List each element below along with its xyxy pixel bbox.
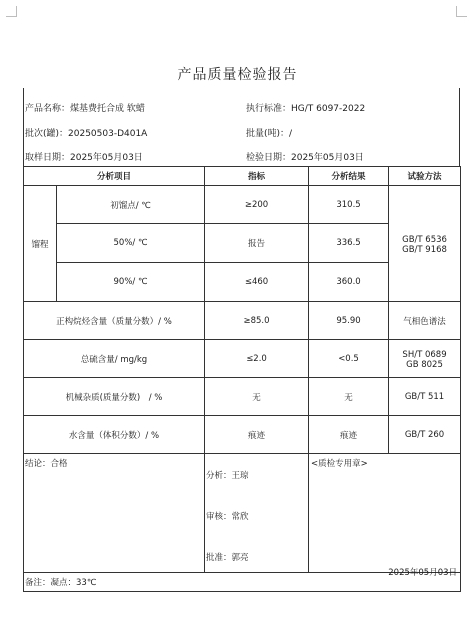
result-cell: <0.5	[309, 340, 389, 378]
result-cell: 310.5	[309, 186, 389, 224]
result-cell: 无	[309, 378, 389, 416]
item-cell: 总硫含量/ mg/kg	[24, 340, 205, 378]
table-row	[24, 186, 461, 224]
conclusion-label: 结论：合格	[25, 459, 68, 469]
distillation-group-label: 馏程	[24, 186, 57, 302]
seal-cell	[309, 454, 461, 578]
spec-cell: ≤460	[205, 263, 309, 302]
result-cell: 95.90	[309, 302, 389, 340]
analysis-table	[23, 166, 461, 592]
standard: 执行标准：HG/T 6097-2022	[246, 104, 366, 114]
result-cell: 痕迹	[309, 416, 389, 454]
batch-quantity: 批量(吨)：/	[246, 129, 293, 139]
method-cell: 气相色谱法	[389, 302, 461, 340]
result-cell: 360.0	[309, 263, 389, 302]
method-cell: GB/T 511	[389, 378, 461, 416]
item-cell: 正构烷烃含量（质量分数）/ %	[24, 302, 205, 340]
border-line	[23, 88, 24, 166]
spec-cell: 痕迹	[205, 416, 309, 454]
method-cell: GB/T 260	[389, 416, 461, 454]
item-cell: 初馏点/ ℃	[57, 186, 205, 224]
product-name: 产品名称：煤基费托合成 软蜡	[25, 104, 145, 114]
spec-cell: ≥85.0	[205, 302, 309, 340]
conclusion-cell	[24, 454, 205, 573]
table-row	[24, 302, 461, 340]
header-method: 试验方法	[389, 167, 461, 186]
batch-number: 批次(罐)：20250503-D401A	[25, 129, 148, 139]
approver-signature: 批准：郭亮	[206, 553, 249, 563]
table-row	[24, 340, 461, 378]
page-corner-mark	[456, 6, 467, 17]
header-result: 分析结果	[309, 167, 389, 186]
conclusion-date: 2025年05月03日	[388, 568, 458, 578]
reviewer-signature: 审核：常欣	[206, 512, 249, 522]
item-cell: 水含量（体积分数）/ %	[24, 416, 205, 454]
method-cell: GB/T 6536 GB/T 9168	[389, 186, 461, 302]
header-spec: 指标	[205, 167, 309, 186]
spec-cell: ≥200	[205, 186, 309, 224]
spec-cell: 报告	[205, 224, 309, 263]
analyst-signature: 分析：王琼	[206, 471, 249, 481]
method-cell: SH/T 0689 GB 8025	[389, 340, 461, 378]
conclusion-row	[24, 454, 461, 573]
inspection-seal-label: <质检专用章>	[311, 459, 368, 469]
remark: 备注：凝点：33℃	[24, 573, 461, 592]
table-row	[24, 378, 461, 416]
inspection-date: 检验日期：2025年05月03日	[246, 153, 364, 163]
spec-cell: 无	[205, 378, 309, 416]
page-corner-mark	[6, 6, 17, 17]
item-cell: 机械杂质(质量分数) / %	[24, 378, 205, 416]
header-item: 分析项目	[24, 167, 205, 186]
border-line	[459, 88, 460, 166]
spec-cell: ≤2.0	[205, 340, 309, 378]
item-cell: 90%/ ℃	[57, 263, 205, 302]
result-cell: 336.5	[309, 224, 389, 263]
table-header-row	[24, 167, 461, 186]
signature-cell	[205, 454, 309, 573]
sampling-date: 取样日期：2025年05月03日	[25, 153, 143, 163]
item-cell: 50%/ ℃	[57, 224, 205, 263]
report-title: 产品质量检验报告	[177, 67, 298, 83]
table-row	[24, 416, 461, 454]
